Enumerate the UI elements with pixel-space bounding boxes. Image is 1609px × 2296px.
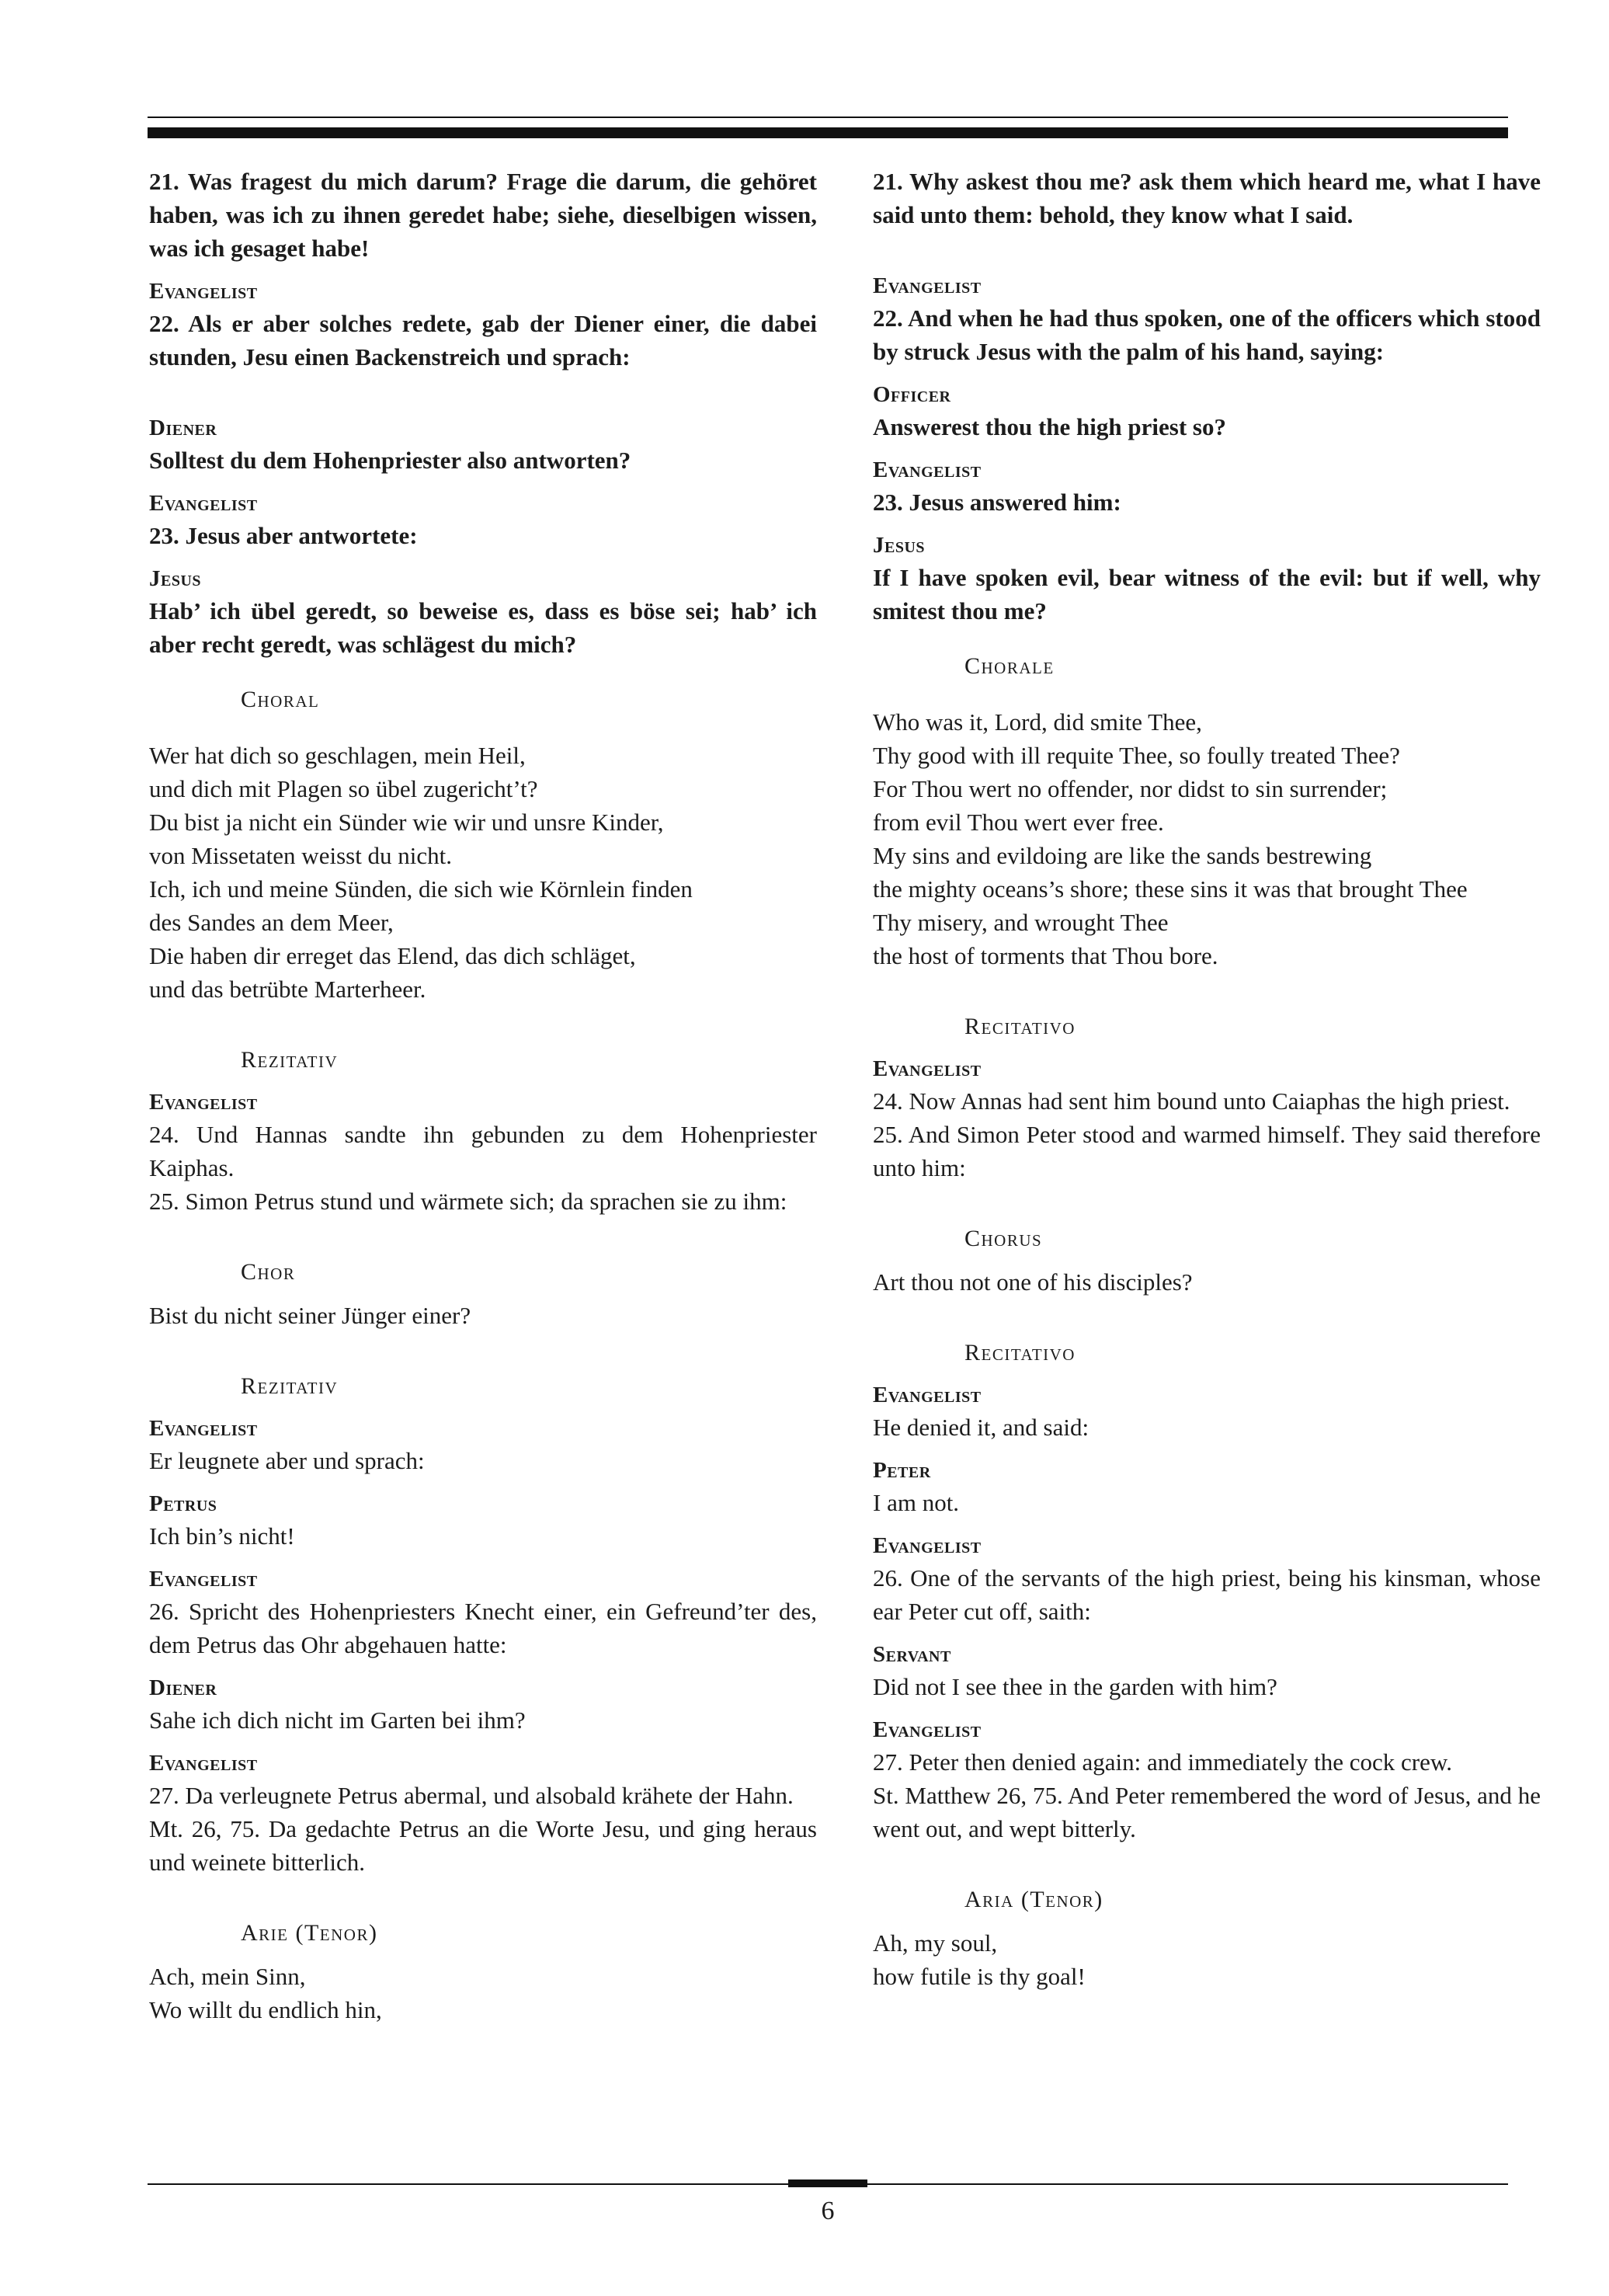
spacer <box>873 368 1541 379</box>
section-heading: Chor <box>241 1259 296 1285</box>
text-line: For Thou wert no offender, nor didst to sin surrender; <box>873 775 1388 802</box>
text-line: Wo willt du endlich hin, <box>149 1996 382 2023</box>
speaker-label: Evangelist <box>873 273 982 298</box>
spacer <box>149 1949 817 1960</box>
speaker-label: Evangelist <box>149 279 258 304</box>
speaker-label: Officer <box>873 382 951 407</box>
spacer <box>149 552 817 563</box>
speaker-label: Evangelist <box>873 1383 982 1407</box>
spacer <box>873 1185 1541 1223</box>
text-line: Bist du nicht seiner Jünger einer? <box>149 1302 471 1329</box>
text-line: Who was it, Lord, did smite Thee, <box>873 708 1202 736</box>
spacer <box>149 374 817 412</box>
speaker-label: Evangelist <box>149 1567 258 1592</box>
text-line: Answerest thou the high priest so? <box>873 413 1226 440</box>
spacer <box>873 1703 1541 1714</box>
text-line: St. Matthew 26, 75. And Peter remembered the word of Jesus, and he went out, and wept bitterly. <box>873 1782 1541 1842</box>
text-line: He denied it, and said: <box>873 1414 1089 1441</box>
text-line: Art thou not one of his disciples? <box>873 1268 1193 1296</box>
spacer <box>873 1042 1541 1053</box>
speaker-label: Evangelist <box>149 1090 258 1115</box>
spacer <box>149 1006 817 1045</box>
text-line: 21. Was fragest du mich darum? Frage die darum, die gehöret haben, was ich zu ihnen geredet habe; siehe, dieselbigen wissen, was ich gesaget habe! <box>149 168 817 262</box>
text-line: Du bist ja nicht ein Sünder wie wir und unsre Kinder, <box>149 809 664 836</box>
spacer <box>873 628 1541 651</box>
text-line: the host of torments that Thou bore. <box>873 942 1218 969</box>
spacer <box>149 1879 817 1918</box>
section-heading: Chorus <box>964 1226 1043 1251</box>
text-line: Ich bin’s nicht! <box>149 1522 295 1550</box>
spacer <box>149 1553 817 1564</box>
speaker-label: Evangelist <box>149 491 258 516</box>
section-heading: Choral <box>241 687 320 712</box>
speaker-label: Petrus <box>149 1491 217 1516</box>
header-rule-thick <box>148 127 1508 138</box>
section-heading: Rezitativ <box>241 1047 339 1073</box>
text-line: 24. Und Hannas sandte ihn gebunden zu dem Hohenpriester Kaiphas. <box>149 1121 817 1181</box>
text-line: Hab’ ich übel geredt, so beweise es, dass es böse sei; hab’ ich aber recht geredt, was schlägest du mich? <box>149 597 817 658</box>
text-line: 25. Simon Petrus stund und wärmete sich; da sprachen sie zu ihm: <box>149 1188 787 1215</box>
text-line: Thy misery, and wrought Thee <box>873 909 1169 936</box>
text-line: von Missetaten weisst du nicht. <box>149 842 453 869</box>
text-line: 27. Da verleugnete Petrus abermal, und alsobald krähete der Hahn. <box>149 1782 794 1809</box>
text-line: 25. And Simon Peter stood and warmed himself. They said therefore unto him: <box>873 1121 1541 1181</box>
spacer <box>149 1288 817 1299</box>
text-line: Sahe ich dich nicht im Garten bei ihm? <box>149 1706 526 1734</box>
section-heading: Chorale <box>964 653 1055 679</box>
text-line: Ach, mein Sinn, <box>149 1963 306 1990</box>
text-line: how futile is thy goal! <box>873 1963 1086 1990</box>
english-column <box>873 165 1541 1993</box>
text-line: Er leugnete aber und sprach: <box>149 1447 425 1474</box>
text-line: 22. Als er aber solches redete, gab der Diener einer, die dabei stunden, Jesu einen Backenstreich und sprach: <box>149 310 817 370</box>
spacer <box>149 1076 817 1087</box>
footer-mark <box>788 2179 867 2187</box>
speaker-label: Diener <box>149 1675 217 1700</box>
section-heading: Recitativo <box>964 1340 1076 1365</box>
section-heading: Aria (Tenor) <box>964 1887 1103 1912</box>
page-number: 6 <box>821 2197 835 2225</box>
text-line: Solltest du dem Hohenpriester also antworten? <box>149 447 631 474</box>
text-line: My sins and evildoing are like the sands bestrewing <box>873 842 1372 869</box>
spacer <box>149 1661 817 1672</box>
spacer <box>873 972 1541 1011</box>
text-line: und dich mit Plagen so übel zugericht’t? <box>149 775 538 802</box>
speaker-label: Jesus <box>873 533 926 558</box>
text-line: 22. And when he had thus spoken, one of the officers which stood by struck Jesus with the palm of his hand, saying: <box>873 304 1541 365</box>
spacer <box>873 1628 1541 1639</box>
text-line: Ah, my soul, <box>873 1929 998 1957</box>
text-line: I am not. <box>873 1489 960 1516</box>
german-column <box>149 165 817 2026</box>
text-line: 23. Jesus answered him: <box>873 489 1121 516</box>
spacer <box>873 1519 1541 1530</box>
spacer <box>873 1444 1541 1455</box>
header-rule-thin <box>148 117 1508 118</box>
speaker-label: Jesus <box>149 566 202 591</box>
speaker-label: Evangelist <box>873 1717 982 1742</box>
speaker-label: Peter <box>873 1458 931 1483</box>
section-heading: Rezitativ <box>241 1373 339 1399</box>
text-line: und das betrübte Marterheer. <box>149 976 426 1003</box>
section-heading: Recitativo <box>964 1014 1076 1039</box>
text-line: des Sandes an dem Meer, <box>149 909 394 936</box>
text-line: Wer hat dich so geschlagen, mein Heil, <box>149 742 526 769</box>
text-line: Thy good with ill requite Thee, so foully treated Thee? <box>873 742 1400 769</box>
spacer <box>149 265 817 276</box>
spacer <box>149 1332 817 1371</box>
spacer <box>873 1299 1541 1338</box>
speaker-label: Evangelist <box>149 1751 258 1776</box>
spacer <box>873 1845 1541 1884</box>
spacer <box>873 444 1541 454</box>
text-line: Did not I see thee in the garden with him? <box>873 1673 1277 1700</box>
text-line: If I have spoken evil, bear witness of the evil: but if well, why smitest thou me? <box>873 564 1541 624</box>
speaker-label: Evangelist <box>873 457 982 482</box>
text-line: 27. Peter then denied again: and immediately the cock crew. <box>873 1748 1453 1776</box>
speaker-label: Diener <box>149 416 217 440</box>
spacer <box>149 661 817 684</box>
text-line: from evil Thou wert ever free. <box>873 809 1164 836</box>
text-line: 23. Jesus aber antwortete: <box>149 522 418 549</box>
speaker-label: Evangelist <box>873 1533 982 1558</box>
spacer <box>873 1369 1541 1379</box>
spacer <box>873 1915 1541 1926</box>
section-heading: Arie (Tenor) <box>241 1920 378 1946</box>
speaker-label: Servant <box>873 1642 951 1667</box>
spacer <box>873 682 1541 705</box>
spacer <box>149 1218 817 1257</box>
text-line: Die haben dir erreget das Elend, das dich schläget, <box>149 942 636 969</box>
spacer <box>873 1254 1541 1265</box>
text-line: Ich, ich und meine Sünden, die sich wie Körnlein finden <box>149 875 693 903</box>
spacer <box>149 1402 817 1413</box>
spacer <box>149 1477 817 1488</box>
text-line: 21. Why askest thou me? ask them which heard me, what I have said unto them: behold, they know what I said. <box>873 168 1541 228</box>
spacer <box>873 519 1541 530</box>
text-line: 26. One of the servants of the high priest, being his kinsman, whose ear Peter cut off, saith: <box>873 1564 1541 1625</box>
spacer <box>149 1737 817 1748</box>
spacer <box>149 715 817 739</box>
text-line: Mt. 26, 75. Da gedachte Petrus an die Worte Jesu, und ging heraus und weinete bitterlich. <box>149 1815 817 1876</box>
speaker-label: Evangelist <box>149 1416 258 1441</box>
speaker-label: Evangelist <box>873 1056 982 1081</box>
text-line: 26. Spricht des Hohenpriesters Knecht einer, ein Gefreund’ter des, dem Petrus das Ohr abgehauen hatte: <box>149 1598 817 1658</box>
spacer <box>149 477 817 488</box>
spacer <box>873 231 1541 270</box>
text-line: 24. Now Annas had sent him bound unto Caiaphas the high priest. <box>873 1087 1510 1115</box>
text-line: the mighty oceans’s shore; these sins it was that brought Thee <box>873 875 1468 903</box>
